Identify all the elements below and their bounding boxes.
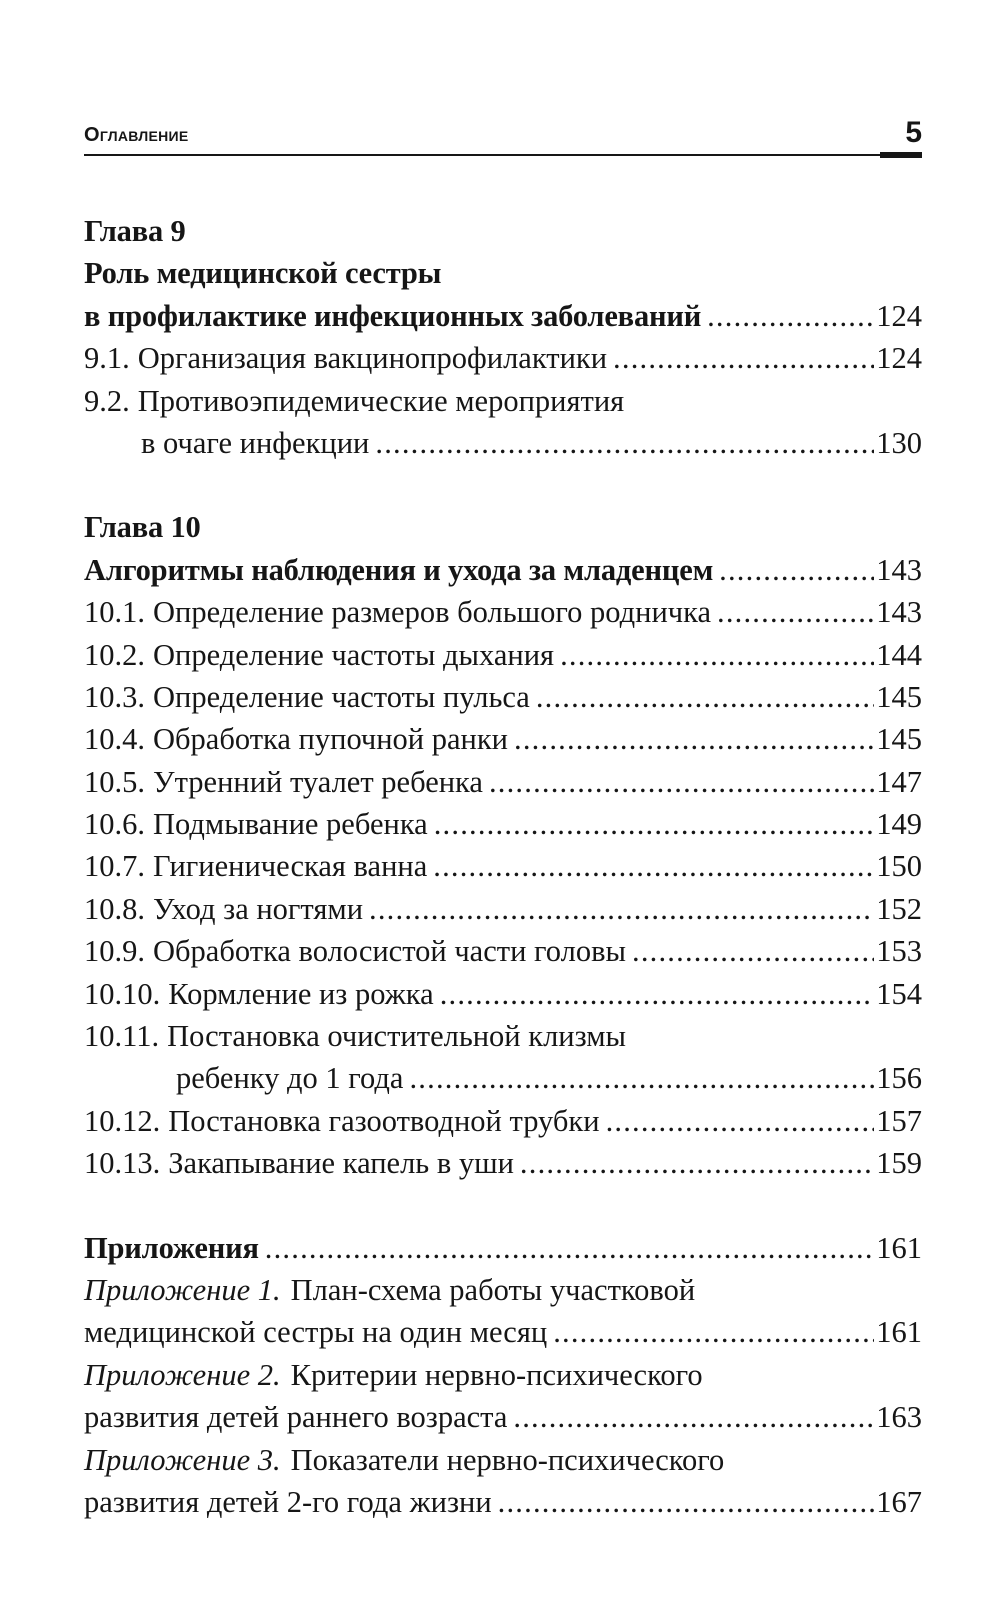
dot-leader <box>719 549 874 591</box>
section-title: Определение частоты дыхания <box>153 637 555 672</box>
page-number: 154 <box>876 976 922 1011</box>
toc-entry-10-7[interactable] <box>84 845 922 887</box>
dot-leader <box>440 973 875 1015</box>
section-title: Определение частоты пульса <box>153 679 530 714</box>
page-number: 124 <box>876 298 922 333</box>
header-title: Оглавление <box>84 124 189 146</box>
toc-entry-10-5[interactable] <box>84 761 922 803</box>
page-number: 149 <box>876 807 922 842</box>
chapter-10-title: Алгоритмы наблюдения и ухода за младенцем <box>84 552 714 587</box>
section-title: Обработка пупочной ранки <box>153 722 509 757</box>
page-number: 147 <box>876 764 922 799</box>
page-number: 150 <box>876 849 922 884</box>
section-number: 10.13. <box>84 1146 161 1181</box>
appendix-1-entry[interactable] <box>84 1269 922 1311</box>
appendix-title: План-схема работы участковой <box>290 1272 696 1307</box>
dot-leader <box>613 337 874 379</box>
toc-entry-10-13[interactable] <box>84 1142 922 1184</box>
appendix-title: Показатели нервно-психического <box>290 1442 725 1477</box>
header-page-number: 5 <box>905 116 922 149</box>
chapter-9-title-line1: Роль медицинской сестры <box>84 256 442 291</box>
section-title: Гигиеническая ванна <box>153 849 428 884</box>
chapter-9-label: Глава 9 <box>84 214 186 248</box>
dot-leader <box>553 1311 874 1353</box>
appendix-title: Критерии нервно-психического <box>290 1357 703 1392</box>
section-title-continued: в очаге инфекции <box>141 425 370 460</box>
page-number: 157 <box>876 1103 922 1138</box>
appendix-2-entry-cont[interactable] <box>84 1396 922 1438</box>
section-number: 10.8. <box>84 891 145 926</box>
section-title: Кормление из рожка <box>168 976 434 1011</box>
section-title-continued: ребенку до 1 года <box>176 1061 404 1096</box>
toc-entry-10-9[interactable] <box>84 930 922 972</box>
page-number: 143 <box>876 595 922 630</box>
section-title: Постановка очистительной клизмы <box>167 1019 627 1054</box>
page-number: 161 <box>876 1315 922 1350</box>
appendix-title-continued: развития детей раннего возраста <box>84 1400 508 1435</box>
appendix-3-entry[interactable] <box>84 1439 922 1481</box>
toc-entry-10-12[interactable] <box>84 1100 922 1142</box>
page-number: 130 <box>876 425 922 460</box>
section-number: 10.2. <box>84 637 145 672</box>
page-number: 143 <box>876 552 922 587</box>
page-number: 167 <box>876 1484 922 1519</box>
page-number: 153 <box>876 934 922 969</box>
toc-entry-10-1[interactable] <box>84 591 922 633</box>
appendix-1-entry-cont[interactable] <box>84 1311 922 1353</box>
dot-leader <box>520 1142 874 1184</box>
section-title: Уход за ногтями <box>153 891 364 926</box>
page-number: 163 <box>876 1400 922 1435</box>
dot-leader <box>513 1396 874 1438</box>
dot-leader <box>560 634 874 676</box>
header-rule <box>84 154 922 156</box>
dot-leader <box>369 888 874 930</box>
appendix-label: Приложение 2. <box>84 1357 281 1392</box>
appendix-2-entry[interactable] <box>84 1354 922 1396</box>
chapter-9-title-line2: в профилактике инфекционных заболеваний <box>84 298 702 333</box>
section-title: Противоэпидемические мероприятия <box>137 383 625 418</box>
appendix-title-continued: медицинской сестры на один месяц <box>84 1315 548 1350</box>
appendices-entry[interactable] <box>84 1227 922 1269</box>
header-rule-accent <box>880 152 922 158</box>
section-title: Закапывание капель в уши <box>168 1146 514 1181</box>
section-number: 10.4. <box>84 722 145 757</box>
dot-leader <box>489 761 874 803</box>
dot-leader <box>375 422 874 464</box>
page-number: 145 <box>876 722 922 757</box>
dot-leader <box>433 845 874 887</box>
chapter-9-title-entry[interactable] <box>84 295 922 337</box>
toc-entry-10-4[interactable] <box>84 718 922 760</box>
section-title: Подмывание ребенка <box>153 807 428 842</box>
section-number: 10.1. <box>84 595 145 630</box>
section-number: 9.2. <box>84 383 130 418</box>
dot-leader <box>606 1100 875 1142</box>
spacer <box>84 1185 922 1227</box>
section-number: 10.7. <box>84 849 145 884</box>
toc-entry-9-2-cont[interactable] <box>84 422 922 464</box>
chapter-10-title-entry[interactable] <box>84 549 922 591</box>
section-number: 10.6. <box>84 807 145 842</box>
section-number: 9.1. <box>84 341 130 376</box>
section-number: 10.10. <box>84 976 161 1011</box>
toc-entry-10-6[interactable] <box>84 803 922 845</box>
page-number: 161 <box>876 1230 922 1265</box>
section-title: Обработка волосистой части головы <box>153 934 626 969</box>
toc-entry-10-10[interactable] <box>84 973 922 1015</box>
dot-leader <box>498 1481 875 1523</box>
chapter-10-label: Глава 10 <box>84 510 201 545</box>
section-number: 10.12. <box>84 1103 161 1138</box>
appendix-label: Приложение 1. <box>84 1272 281 1307</box>
toc-entry-9-2[interactable] <box>84 380 922 422</box>
section-title: Определение размеров большого родничка <box>153 595 711 630</box>
section-title: Организация вакцинопрофилактики <box>137 341 608 376</box>
section-number: 10.3. <box>84 679 145 714</box>
toc-entry-9-1[interactable] <box>84 337 922 379</box>
page-number: 144 <box>876 637 922 672</box>
table-of-contents <box>84 210 922 1523</box>
page-number: 156 <box>876 1061 922 1096</box>
appendix-label: Приложение 3. <box>84 1442 281 1477</box>
dot-leader <box>434 803 875 845</box>
dot-leader <box>632 930 874 972</box>
appendix-title-continued: развития детей 2-го года жизни <box>84 1484 492 1519</box>
dot-leader <box>514 718 874 760</box>
section-title: Постановка газоотводной трубки <box>168 1103 600 1138</box>
appendices-title: Приложения <box>84 1230 259 1265</box>
toc-entry-10-8[interactable] <box>84 888 922 930</box>
toc-entry-10-2[interactable] <box>84 634 922 676</box>
section-number: 10.11. <box>84 1019 160 1054</box>
dot-leader <box>707 295 874 337</box>
toc-entry-10-11-cont[interactable] <box>84 1057 922 1099</box>
spacer <box>84 464 922 506</box>
dot-leader <box>409 1057 874 1099</box>
section-number: 10.9. <box>84 934 145 969</box>
page-number: 159 <box>876 1146 922 1181</box>
section-number: 10.5. <box>84 764 145 799</box>
running-header <box>84 112 922 158</box>
dot-leader <box>717 591 874 633</box>
section-title: Утренний туалет ребенка <box>153 764 483 799</box>
toc-entry-10-11[interactable] <box>84 1015 922 1057</box>
page-number: 124 <box>876 341 922 376</box>
dot-leader <box>536 676 874 718</box>
page-number: 145 <box>876 679 922 714</box>
toc-entry-10-3[interactable] <box>84 676 922 718</box>
appendix-3-entry-cont[interactable] <box>84 1481 922 1523</box>
dot-leader <box>265 1227 874 1269</box>
page-number: 152 <box>876 891 922 926</box>
